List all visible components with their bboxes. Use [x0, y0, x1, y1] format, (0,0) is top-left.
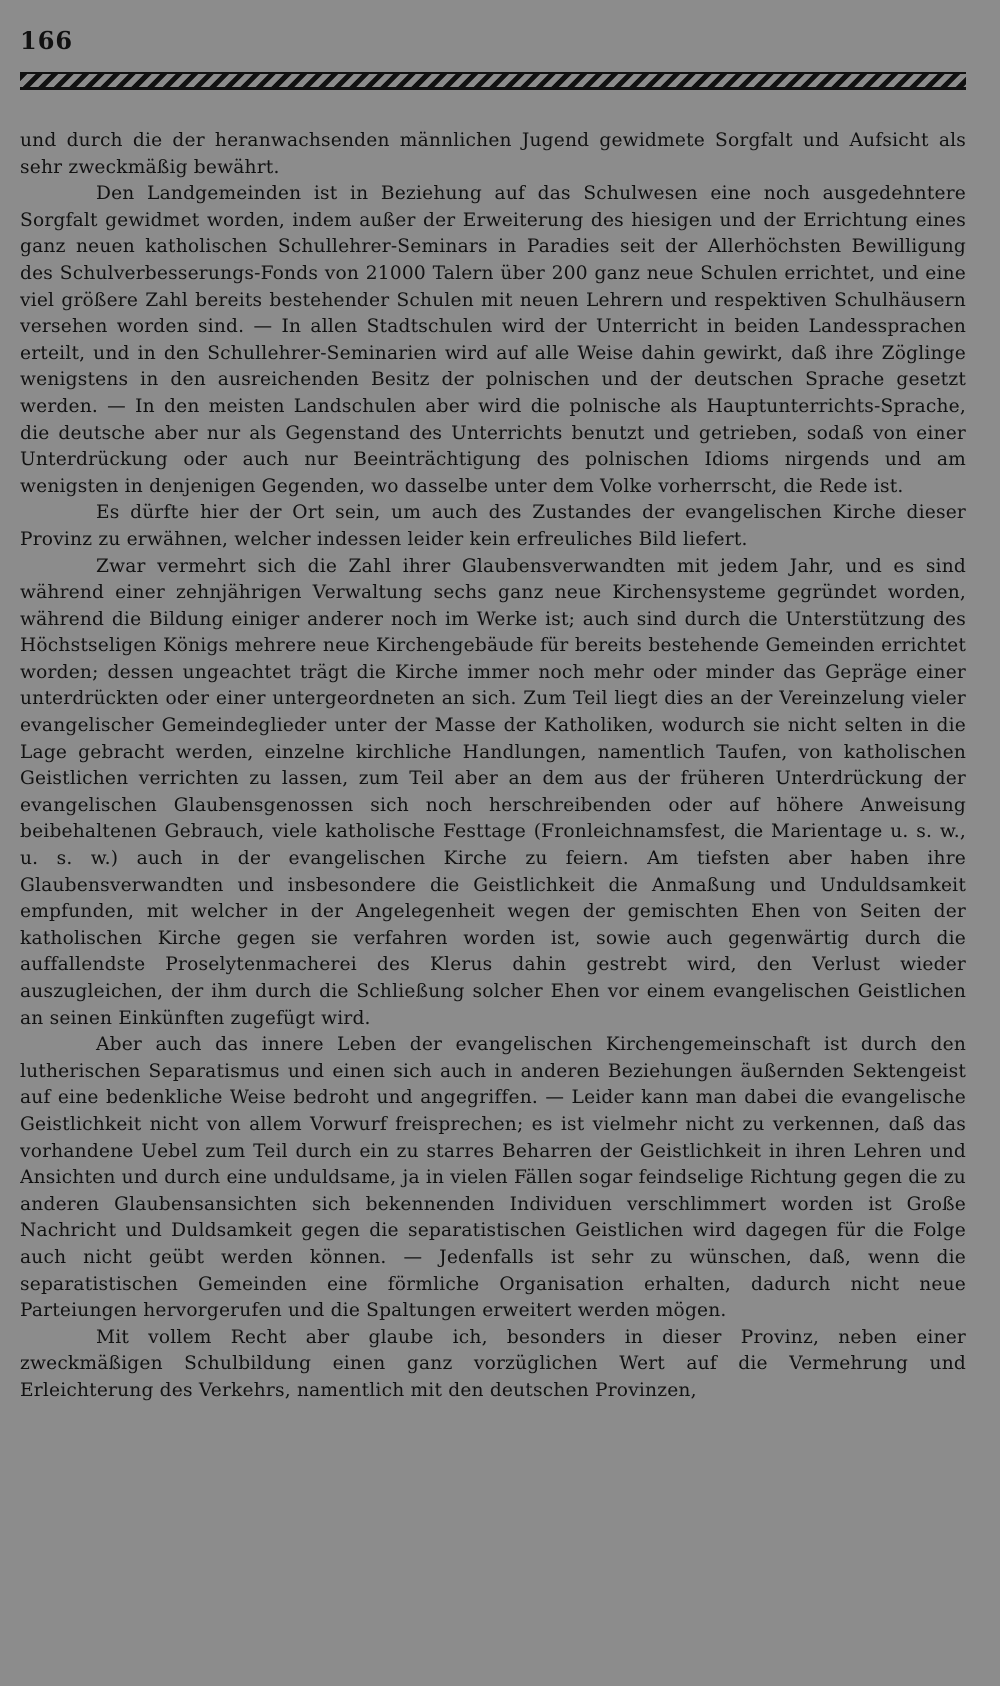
page-number: 166	[20, 26, 74, 55]
paragraph: und durch die der heranwachsenden männlichen Jugend gewidmete Sorgfalt und Aufsicht als sehr zweckmäßig bewährt.	[20, 130, 966, 178]
decorative-rule	[20, 72, 966, 90]
paragraph: Aber auch das innere Leben der evangelischen Kirchengemeinschaft ist durch den lutherischen Separatismus und einen sich auch in anderen Beziehungen äußernden Sektengeist auf eine bedenkliche Weise bedroht und angegriffen. — Leider kann man dabei die evangelische Geistlichkeit nicht von allem Vorwurf freisprechen; es ist vielmehr nicht zu verkennen, daß das vorhandene Uebel zum Teil durch ein zu starres Beharren der Geistlichkeit in ihren Lehren und Ansichten und durch eine unduldsame, ja in vielen Fällen sogar feindselige Richtung gegen die zu anderen Glaubensansichten sich bekennenden Individuen verschlimmert worden ist Große Nachricht und Duldsamkeit gegen die separatistischen Geistlichen wird dagegen für die Folge auch nicht geübt werden können. — Jedenfalls ist sehr zu wünschen, daß, wenn die separatistischen Gemeinden eine förmliche Organisation erhalten, dadurch nicht neue Parteiungen hervorgerufen und die Spaltungen erweitert werden mögen.	[20, 1034, 966, 1322]
body-text	[20, 128, 966, 1668]
paragraph: Zwar vermehrt sich die Zahl ihrer Glaubensverwandten mit jedem Jahr, und es sind während einer zehnjährigen Verwaltung sechs ganz neue Kirchensysteme gegründet worden, während die Bildung einiger anderer noch im Werke ist; auch sind durch die Unterstützung des Höchstseligen Königs mehrere neue Kirchengebäude für bereits bestehende Gemeinden errichtet worden; dessen ungeachtet trägt die Kirche immer noch mehr oder minder das Gepräge einer unterdrückten oder einer untergeordneten an sich. Zum Teil liegt dies an der Vereinzelung vieler evangelischer Gemeindeglieder unter der Masse der Katholiken, wodurch sie nicht selten in die Lage gebracht werden, einzelne kirchliche Handlungen, namentlich Taufen, von katholischen Geistlichen verrichten zu lassen, zum Teil aber an dem aus der früheren Unterdrückung der evangelischen Glaubensgenossen sich noch herschreibenden oder auf höhere Anweisung beibehaltenen Gebrauch, viele katholische Festtage (Fronleichnamsfest, die Marientage u. s. w., u. s. w.) auch in der evangelischen Kirche zu feiern. Am tiefsten aber haben ihre Glaubensverwandten und insbesondere die Geistlichkeit die Anmaßung und Unduldsamkeit empfunden, mit welcher in der Angelegenheit wegen der gemischten Ehen von Seiten der katholischen Kirche gegen sie verfahren worden ist, sowie auch gegenwärtig durch die auffallendste Proselytenmacherei des Klerus dahin gestrebt wird, den Verlust wieder auszugleichen, der ihm durch die Schließung solcher Ehen vor einem evangelischen Geistlichen an seinen Einkünften zugefügt wird.	[20, 555, 966, 1029]
paragraph: Den Landgemeinden ist in Beziehung auf das Schulwesen eine noch ausgedehntere Sorgfalt gewidmet worden, indem außer der Erweiterung des hiesigen und der Errichtung eines ganz neuen katholischen Schullehrer-Seminars in Paradies seit der Allerhöchsten Bewilligung des Schulverbesserungs-Fonds von 21000 Talern über 200 ganz neue Schulen errichtet, und eine viel größere Zahl bereits bestehender Schulen mit neuen Lehrern und respektiven Schulhäusern versehen worden sind. — In allen Stadtschulen wird der Unterricht in beiden Landessprachen erteilt, und in den Schullehrer-Seminarien wird auf alle Weise dahin gewirkt, daß ihre Zöglinge wenigstens in den ausreichenden Besitz der polnischen und der deutschen Sprache gesetzt werden. — In den meisten Landschulen aber wird die polnische als Hauptunterrichts-Sprache, die deutsche aber nur als Gegenstand des Unterrichts benutzt und getrieben, sodaß von einer Unterdrückung oder auch nur Beeinträchtigung des polnischen Idioms nirgends und am wenigsten in denjenigen Gegenden, wo dasselbe unter dem Volke vorherrscht, die Rede ist.	[20, 183, 966, 497]
paragraph: Es dürfte hier der Ort sein, um auch des Zustandes der evangelischen Kirche dieser Provinz zu erwähnen, welcher indessen leider kein erfreuliches Bild liefert.	[20, 502, 966, 550]
paragraph: Mit vollem Recht aber glaube ich, besonders in dieser Provinz, neben einer zweckmäßigen Schulbildung einen ganz vorzüglichen Wert auf die Vermehrung und Erleichterung des Verkehrs, namentlich mit den deutschen Provinzen,	[20, 1326, 966, 1401]
